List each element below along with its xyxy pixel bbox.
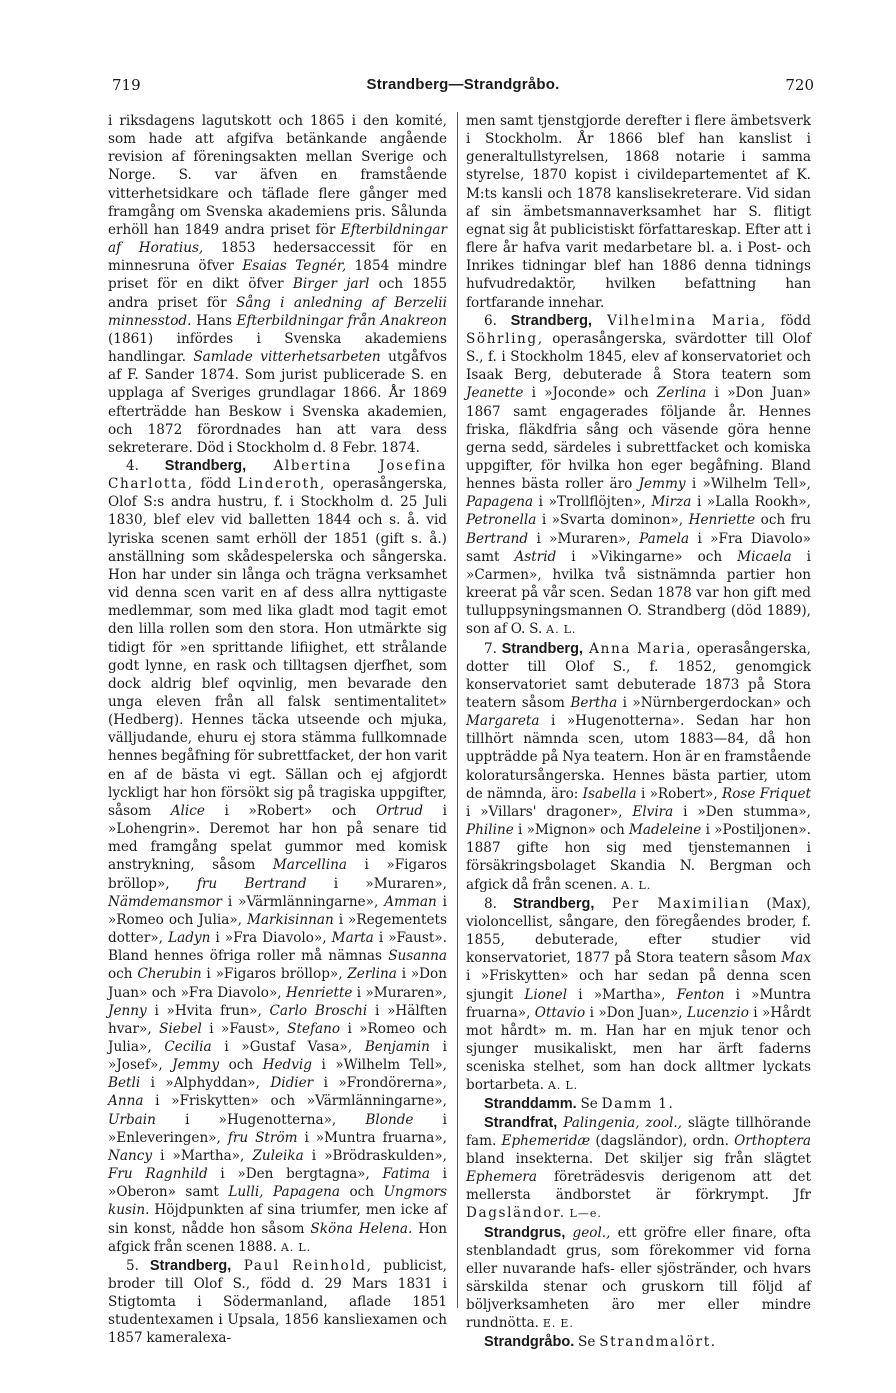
entry-headword: Strandberg, (149, 1257, 232, 1274)
author-signature: L—e. (569, 1207, 602, 1221)
author-signature: A. L. (280, 1240, 312, 1254)
entry-headword: Strandfrat, (484, 1114, 558, 1131)
column-divider (457, 112, 458, 1308)
page-header (112, 76, 814, 98)
author-signature: E. E. (542, 1317, 574, 1331)
page-number-left: 719 (112, 76, 141, 94)
entry-strandgrabo: Strandgråbo. Se Strandmalört. (484, 1334, 717, 1351)
entry-paul-reinhold: 5. Strandberg, Paul Reinhold, publicist, broder till Olof S., född d. 29 Mars 1831 i Stigtomta i Södermanland, aflade 1851 studentexamen i Upsala, 1856 kansliexamen och 1857 kameralexa- (108, 1257, 447, 1347)
right-column (466, 112, 811, 1352)
entry-anna-maria: 7. Strandberg, Anna Maria, operasångerska, dotter till Olof S., f. 1852, genomgick konservatoriet samt debuterade 1873 på Stora teatern såsom Bertha i »Nürnbergerdockan» och Margareta i »Hugenotterna». Sedan har hon tillhört nämnda scen, utom 1883—84, då hon uppträdde på Nya teatern. Hon är en framstående koloratursångerska. Hennes bästa partier, utom de nämnda, äro: Isabella i »Robert», Rose Friquet i »Villars' dragoner», Elvira i »Den stumma», Philine i »Mignon» och Madeleine i »Postiljonen». 1887 gifte hon sig med tjenstemannen i försäkringsbolaget Skandia N. Bergman och afgick då från scenen. A. L. (466, 640, 812, 893)
entry-vilhelmina: 6. Strandberg, Vilhelmina Maria, född Söhrling, operasångerska, svärdotter till Olof S., f. i Stockholm 1845, elev af konservatoriet och Isaak Berg, debuterade å Stora teatern som Jeanette i »Joconde» och Zerlina i »Don Juan» 1867 samt engagerades följande år. Hennes friska, fläkdfria sång och väsende göra henne gerna sedd, särdeles i subrettfacket och komiska uppgifter, för hvilka hon eger begåfning. Bland hennes bästa roller äro Jemmy i »Wilhelm Tell», Papagena i »Trollflöjten», Mirza i »Lalla Rookh», Petronella i »Svarta dominon», Henriette och fru Bertrand i »Muraren», Pamela i »Fra Diavolo» samt Astrid i »Vikingarne» och Micaela i »Carmen», hvilka två sistnämnda partier hon kreerat på vår scen. Sedan 1878 var hon gift med tulluppsyningsmannen O. Strandberg (död 1889), son af O. S. A. L. (466, 312, 812, 638)
cross-reference: Damm 1. (601, 1096, 675, 1113)
author-signature: A. L. (547, 1079, 579, 1093)
entry-stranddamm: Stranddamm. Se Damm 1. (484, 1096, 675, 1113)
entry-per-maximilian: 8. Strandberg, Per Maximilian (Max), violoncellist, sångare, den föregåendes broder, f. 1855, debuterade, efter studier vid konservatoriet, 1877 på Stora teatern såsom Max i »Friskytten» och har sedan på denna scen sjungit Lionel i »Martha», Fenton i »Muntra fruarna», Ottavio i »Don Juan», Lucenzio i »Hårdt mot hårdt» m. m. Han har en mjuk tenor och sjunger musikaliskt, men har ärft faderns sceniska stelhet, som han dock alltmer lyckats bortarbeta. A. L. (466, 895, 811, 1094)
cross-reference: Dagsländor. (466, 1205, 566, 1222)
entry-strandgrus: Strandgrus, geol., ett gröfre eller finare, ofta stenblandadt grus, som förekommer vid forna eller nuvarande hafs- eller sjöstränder, och hvars särskilda stenar och gruskorn till följd af böljverksamheten äro mer eller mindre rundnötta. E. E. (466, 1224, 811, 1332)
entry-headword: Strandberg, (501, 640, 583, 657)
author-signature: A. L. (621, 878, 652, 892)
entry-continuation-olof: i riksdagens lagutskott och 1865 i den komité, som hade att afgifva betänkande angående revision af föreningsakten mellan Sverige och Norge. S. var äfven en framstående vitterhetsidkare och täflade flere gånger med framgång om Svenska akademiens pris. Sålunda erhöll han 1849 andra priset för Efterbildningar af Horatius, 1853 hedersaccessit för en minnesruna öfver Esaias Tegnér, 1854 mindre priset för en dikt öfver Birger jarl och 1855 andra priset för Sång i anledning af Berzelii minnesstod. Hans Efterbildningar från Anakreon (1861) infördes i Svenska akademiens handlingar. Samlade vitterhetsarbeten utgåfvos af F. Sander 1874. Som jurist publicerade S. en upplaga af Sveriges grundlagar 1866. År 1869 efterträdde han Beskow i Svenska akademien, och 1872 förordnades han att vara dess sekreterare. Död i Stockholm d. 8 Febr. 1874. (108, 113, 447, 456)
entry-headword: Stranddamm. (484, 1096, 577, 1113)
entry-headword: Strandberg, (510, 312, 592, 329)
entry-headword: Strandberg, (164, 457, 247, 474)
entry-headword: Strandgråbo. (484, 1334, 575, 1351)
left-column (108, 112, 447, 1348)
cross-reference: Strandmalört. (599, 1334, 717, 1351)
entry-headword: Strandgrus, (484, 1224, 566, 1241)
entry-headword: Strandberg, (513, 895, 595, 912)
entry-albertina: 4. Strandberg, Albertina Josefina Charlotta, född Linderoth, operasångerska, Olof S:s andra hustru, f. i Stockholm d. 25 Juli 1830, blef elev vid balletten 1844 och s. å. vid lyriska scenen samt erhöll der 1851 (gift s. å.) anställning som skådespelerska och sångerska. Hon har under sin långa och trägna verksamhet vid denna scen varit en af dess allra nyttigaste medlemmar, som med lika gladt mod tagit emot den lilla rollen som den stora. Hon utmärkte sig tidigt för »en sprittande lifiighet, ett strålande godt lynne, en rask och tilltagsen djerfhet, som dock aldrig blef oqvinlig, men bevarade den unga eleven från all falsk sentimentalitet» (Hedberg). Hennes täcka utseende och mjuka, välljudande, ehuru ej stora stämma fullkomnade hennes begåfning för subrettfacket, der hon varit en af de bästa vi egt. Sällan och ej afgjordt lyckligt har hon försökt sig på tragiska uppgifter, såsom Alice i »Robert» och Ortrud i »Lohengrin». Deremot har hon på senare tid med framgång spelat gummor med komisk anstrykning, såsom Marcellina i »Figaros bröllop», fru Bertrand i »Muraren», Nämdemansmor i »Värmlänningarne», Amman i »Romeo och Julia», Markisinnan i »Regementets dotter», Ladyn i »Fra Diavolo», Marta i »Faust». Bland hennes öfriga roller må nämnas Susanna och Cherubin i »Figaros bröllop», Zerlina i »Don Juan» och »Fra Diavolo», Henriette i »Muraren», Jenny i »Hvita frun», Carlo Broschi i »Hälften hvar», Siebel i »Faust», Stefano i »Romeo och Julia», Cecilia i »Gustaf Vasa», Benjamin i »Josef», Jemmy och Hedvig i »Wilhelm Tell», Betli i »Alphyddan», Didier i »Frondörerna», Anna i »Friskytten» och »Värmlänningarne», Urbain i »Hugenotterna», Blonde i »Enleveringen», fru Ström i »Muntra fruarna», Nancy i »Martha», Zuleika i »Brödraskulden», Fru Ragnhild i »Den bergtagna», Fatima i »Oberon» samt Lulli, Papagena och Ungmors kusin. Höjdpunkten af sina triumfer, men icke af sin konst, nådde hon såsom Sköna Helena. Hon afgick från scenen 1888. A. L. (108, 457, 448, 1255)
page-number-right: 720 (785, 76, 814, 94)
running-title: Strandberg—Strandgråbo. (366, 76, 560, 93)
author-signature: A. L. (546, 623, 577, 637)
entry-strandfrat: Strandfrat, Palingenia, zool., slägte tillhörande fam. Ephemeridæ (dagsländor), ordn. Orthoptera bland insekterna. Det skiljer sig från slägtet Ephemera företrädesvis derigenom att det mellersta ändborstet är förkrympt. Jfr Dagsländor. L—e. (466, 1114, 811, 1222)
entry-continuation-paul: men samt tjenstgjorde derefter i flere ämbetsverk i Stockholm. År 1866 blef han kanslist i generaltullstyrelsen, 1868 notarie i samma styrelse, 1870 kopist i civildepartementet af K. M:ts kansli och 1878 kanslisekreterare. Vid sidan af sin ämbetsmannaverksamhet har S. flitigt egnat sig åt publicistiskt författareskap. Efter att i flere år hafva varit medarbetare bl. a. i Post- och Inrikes tidningar blef han 1886 denna tidnings hufvudredaktör, hvilken befattning han fortfarande innehar. (466, 113, 811, 311)
